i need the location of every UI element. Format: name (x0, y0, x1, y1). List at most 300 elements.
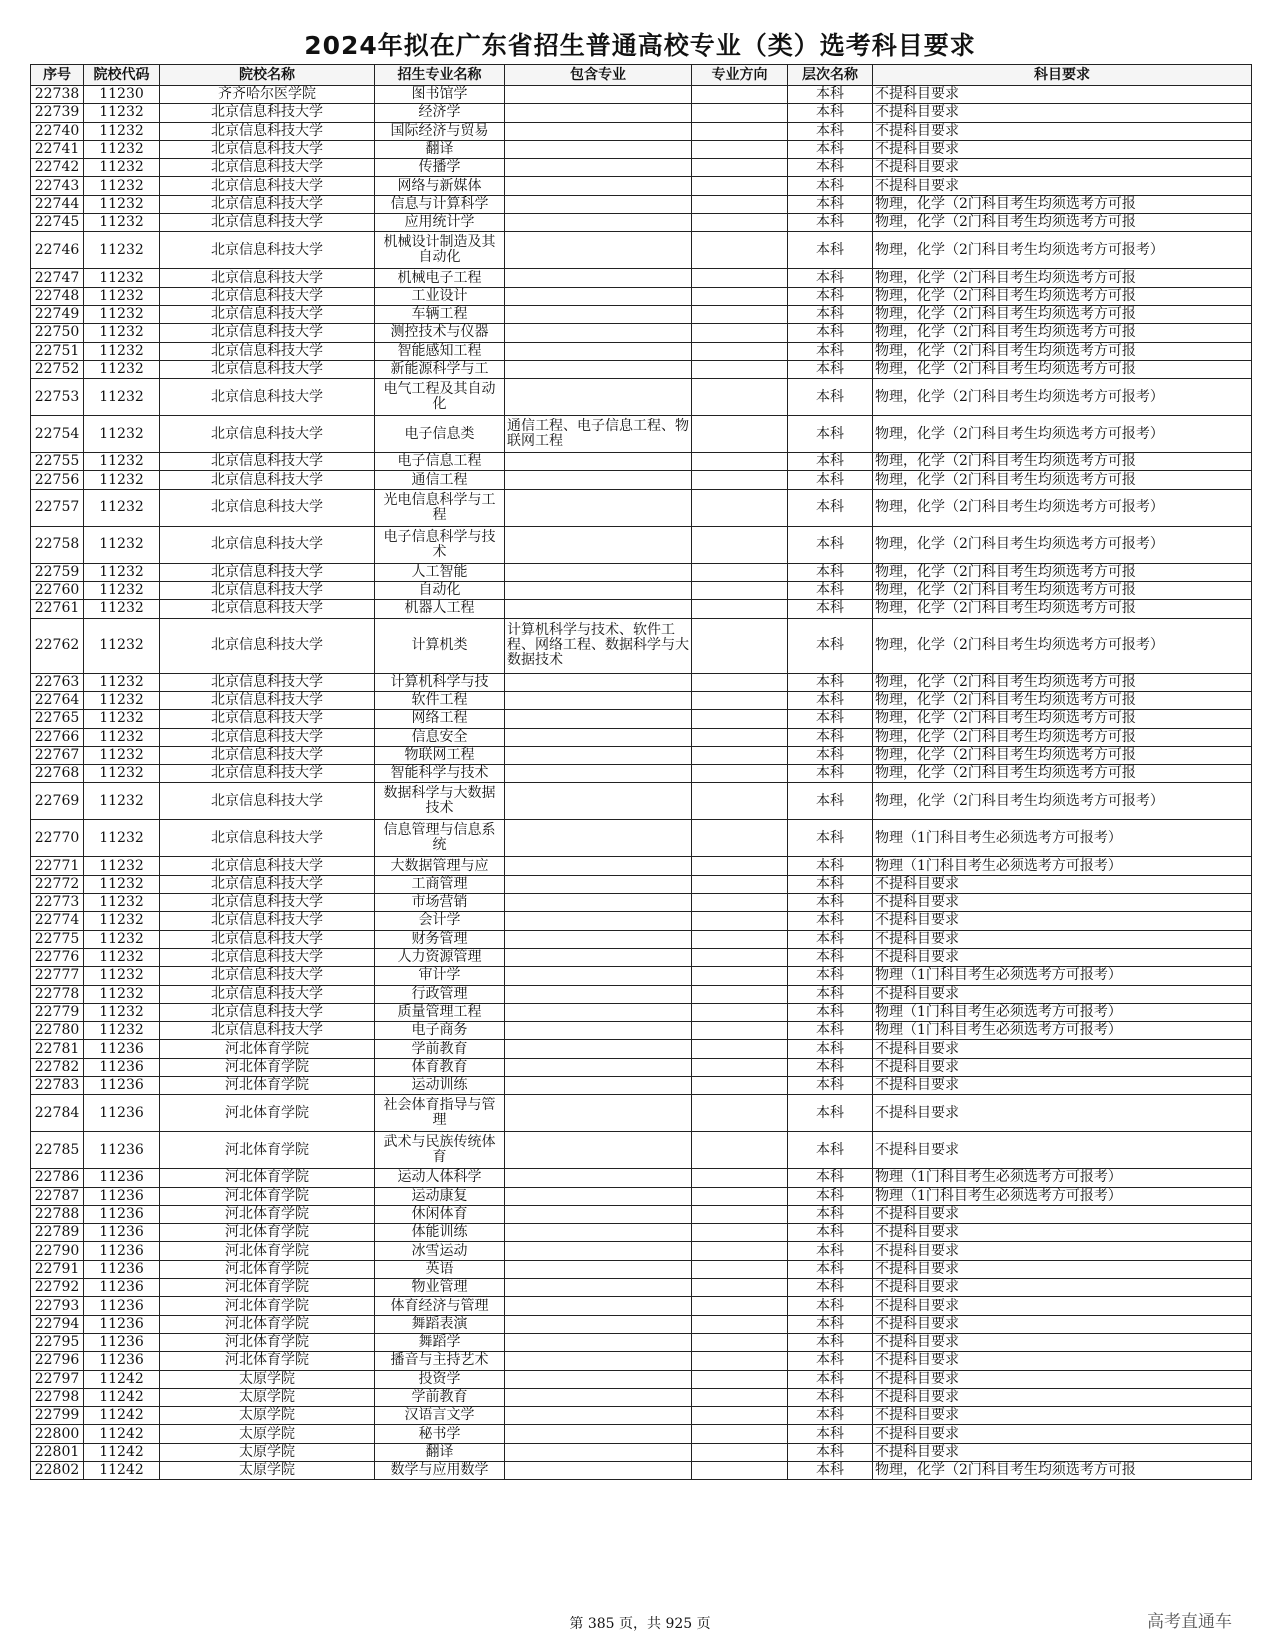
cell-subject-requirements: 物理，化学（2门科目考生均须选考方可报 (873, 673, 1252, 691)
cell-school-code: 11232 (84, 526, 160, 563)
cell-subject-requirements: 不提科目要求 (873, 104, 1252, 122)
cell-level: 本科 (788, 783, 873, 820)
table-row (31, 1352, 1252, 1370)
table-row (31, 1242, 1252, 1260)
cell-seq: 22796 (31, 1352, 84, 1370)
cell-school-code: 11232 (84, 1022, 160, 1040)
cell-seq: 22745 (31, 214, 84, 232)
cell-school-code: 11232 (84, 985, 160, 1003)
cell-level: 本科 (788, 967, 873, 985)
cell-school-name: 太原学院 (160, 1407, 375, 1425)
cell-major-name: 图书馆学 (375, 86, 505, 104)
cell-school-code: 11232 (84, 232, 160, 269)
cell-level: 本科 (788, 728, 873, 746)
cell-included-majors (505, 140, 692, 158)
cell-level: 本科 (788, 1169, 873, 1187)
cell-included-majors (505, 232, 692, 269)
cell-level: 本科 (788, 563, 873, 581)
cell-seq: 22799 (31, 1407, 84, 1425)
cell-included-majors (505, 1095, 692, 1132)
cell-major-direction (692, 324, 788, 342)
cell-seq: 22775 (31, 930, 84, 948)
cell-school-name: 太原学院 (160, 1443, 375, 1461)
cell-major-direction (692, 1187, 788, 1205)
cell-school-code: 11232 (84, 471, 160, 489)
page-number: 第 385 页，共 925 页 (569, 1616, 711, 1632)
cell-major-direction (692, 1169, 788, 1187)
table-row (31, 324, 1252, 342)
cell-major-direction (692, 1058, 788, 1076)
cell-included-majors (505, 122, 692, 140)
table-row (31, 582, 1252, 600)
cell-subject-requirements: 不提科目要求 (873, 1388, 1252, 1406)
cell-school-name: 北京信息科技大学 (160, 342, 375, 360)
cell-school-code: 11232 (84, 122, 160, 140)
cell-major-name: 休闲体育 (375, 1205, 505, 1223)
cell-seq: 22789 (31, 1224, 84, 1242)
cell-subject-requirements: 不提科目要求 (873, 1315, 1252, 1333)
cell-school-name: 北京信息科技大学 (160, 269, 375, 287)
cell-major-name: 计算机类 (375, 618, 505, 673)
cell-major-name: 网络工程 (375, 710, 505, 728)
cell-major-direction (692, 1076, 788, 1094)
cell-major-name: 智能感知工程 (375, 342, 505, 360)
cell-subject-requirements: 不提科目要求 (873, 1040, 1252, 1058)
cell-school-code: 11232 (84, 710, 160, 728)
cell-school-name: 河北体育学院 (160, 1169, 375, 1187)
cell-major-direction (692, 471, 788, 489)
cell-major-direction (692, 985, 788, 1003)
cell-seq: 22801 (31, 1443, 84, 1461)
cell-major-name: 翻译 (375, 1443, 505, 1461)
cell-level: 本科 (788, 1205, 873, 1223)
cell-level: 本科 (788, 177, 873, 195)
cell-subject-requirements: 不提科目要求 (873, 912, 1252, 930)
cell-school-name: 太原学院 (160, 1370, 375, 1388)
cell-school-name: 北京信息科技大学 (160, 1022, 375, 1040)
cell-school-code: 11242 (84, 1443, 160, 1461)
table-row (31, 159, 1252, 177)
cell-subject-requirements: 物理，化学（2门科目考生均须选考方可报 (873, 214, 1252, 232)
cell-school-name: 北京信息科技大学 (160, 985, 375, 1003)
cell-seq: 22792 (31, 1279, 84, 1297)
cell-subject-requirements: 不提科目要求 (873, 86, 1252, 104)
cell-major-name: 会计学 (375, 912, 505, 930)
cell-level: 本科 (788, 1297, 873, 1315)
cell-included-majors (505, 1205, 692, 1223)
cell-major-direction (692, 1352, 788, 1370)
cell-seq: 22750 (31, 324, 84, 342)
cell-major-name: 体能训练 (375, 1224, 505, 1242)
cell-level: 本科 (788, 86, 873, 104)
cell-school-code: 11236 (84, 1242, 160, 1260)
cell-subject-requirements: 物理，化学（2门科目考生均须选考方可报 (873, 342, 1252, 360)
cell-seq: 22797 (31, 1370, 84, 1388)
cell-major-direction (692, 582, 788, 600)
cell-major-name: 工商管理 (375, 875, 505, 893)
cell-major-direction (692, 140, 788, 158)
cell-school-code: 11236 (84, 1058, 160, 1076)
cell-school-code: 11242 (84, 1388, 160, 1406)
cell-school-name: 北京信息科技大学 (160, 324, 375, 342)
cell-level: 本科 (788, 287, 873, 305)
cell-school-code: 11232 (84, 894, 160, 912)
cell-major-name: 冰雪运动 (375, 1242, 505, 1260)
cell-seq: 22760 (31, 582, 84, 600)
cell-major-name: 机械设计制造及其自动化 (375, 232, 505, 269)
cell-major-direction (692, 287, 788, 305)
table-row (31, 214, 1252, 232)
cell-major-name: 舞蹈学 (375, 1333, 505, 1351)
table-row (31, 305, 1252, 323)
cell-major-name: 网络与新媒体 (375, 177, 505, 195)
cell-included-majors (505, 287, 692, 305)
cell-school-name: 河北体育学院 (160, 1076, 375, 1094)
cell-subject-requirements: 物理（1门科目考生必须选考方可报考） (873, 1187, 1252, 1205)
cell-seq: 22763 (31, 673, 84, 691)
cell-major-direction (692, 1095, 788, 1132)
cell-level: 本科 (788, 1187, 873, 1205)
cell-included-majors (505, 875, 692, 893)
cell-subject-requirements: 物理（1门科目考生必须选考方可报考） (873, 1003, 1252, 1021)
table-row (31, 1370, 1252, 1388)
cell-major-name: 信息管理与信息系统 (375, 820, 505, 857)
cell-school-code: 11236 (84, 1169, 160, 1187)
table-row (31, 1132, 1252, 1169)
cell-seq: 22781 (31, 1040, 84, 1058)
cell-seq: 22753 (31, 379, 84, 416)
cell-major-name: 投资学 (375, 1370, 505, 1388)
cell-seq: 22768 (31, 765, 84, 783)
cell-seq: 22741 (31, 140, 84, 158)
table-row (31, 912, 1252, 930)
cell-school-code: 11236 (84, 1224, 160, 1242)
cell-major-direction (692, 1315, 788, 1333)
cell-school-name: 北京信息科技大学 (160, 673, 375, 691)
table-row (31, 140, 1252, 158)
table-row (31, 1058, 1252, 1076)
cell-major-direction (692, 728, 788, 746)
cell-subject-requirements: 物理，化学（2门科目考生均须选考方可报考） (873, 232, 1252, 269)
cell-subject-requirements: 不提科目要求 (873, 122, 1252, 140)
cell-level: 本科 (788, 1333, 873, 1351)
cell-school-code: 11236 (84, 1315, 160, 1333)
cell-seq: 22758 (31, 526, 84, 563)
cell-subject-requirements: 不提科目要求 (873, 1443, 1252, 1461)
cell-subject-requirements: 不提科目要求 (873, 894, 1252, 912)
cell-school-name: 北京信息科技大学 (160, 820, 375, 857)
cell-level: 本科 (788, 1443, 873, 1461)
cell-subject-requirements: 物理，化学（2门科目考生均须选考方可报 (873, 324, 1252, 342)
cell-subject-requirements: 物理，化学（2门科目考生均须选考方可报考） (873, 618, 1252, 673)
cell-seq: 22749 (31, 305, 84, 323)
cell-school-name: 北京信息科技大学 (160, 159, 375, 177)
cell-level: 本科 (788, 232, 873, 269)
table-row (31, 104, 1252, 122)
cell-major-direction (692, 1407, 788, 1425)
table-row (31, 86, 1252, 104)
cell-level: 本科 (788, 416, 873, 453)
cell-seq: 22782 (31, 1058, 84, 1076)
cell-school-code: 11232 (84, 177, 160, 195)
table-row (31, 471, 1252, 489)
cell-major-direction (692, 1205, 788, 1223)
cell-school-name: 太原学院 (160, 1462, 375, 1480)
header-major-direction: 专业方向 (692, 65, 788, 86)
cell-included-majors (505, 765, 692, 783)
cell-school-code: 11232 (84, 342, 160, 360)
cell-level: 本科 (788, 600, 873, 618)
cell-school-code: 11236 (84, 1132, 160, 1169)
cell-seq: 22757 (31, 489, 84, 526)
cell-major-name: 质量管理工程 (375, 1003, 505, 1021)
cell-school-code: 11232 (84, 360, 160, 378)
cell-subject-requirements: 不提科目要求 (873, 948, 1252, 966)
cell-major-name: 数学与应用数学 (375, 1462, 505, 1480)
cell-included-majors (505, 1388, 692, 1406)
cell-major-direction (692, 86, 788, 104)
cell-school-name: 河北体育学院 (160, 1352, 375, 1370)
table-row (31, 600, 1252, 618)
cell-level: 本科 (788, 324, 873, 342)
table-row (31, 269, 1252, 287)
cell-major-name: 物联网工程 (375, 746, 505, 764)
cell-subject-requirements: 不提科目要求 (873, 930, 1252, 948)
table-header-row (31, 65, 1252, 86)
cell-subject-requirements: 物理，化学（2门科目考生均须选考方可报 (873, 287, 1252, 305)
cell-major-name: 工业设计 (375, 287, 505, 305)
cell-major-name: 电子信息工程 (375, 453, 505, 471)
cell-seq: 22772 (31, 875, 84, 893)
cell-included-majors (505, 985, 692, 1003)
cell-major-direction (692, 857, 788, 875)
cell-included-majors (505, 1242, 692, 1260)
cell-included-majors (505, 305, 692, 323)
cell-subject-requirements: 物理（1门科目考生必须选考方可报考） (873, 1022, 1252, 1040)
cell-major-name: 武术与民族传统体育 (375, 1132, 505, 1169)
cell-major-name: 翻译 (375, 140, 505, 158)
cell-subject-requirements: 物理，化学（2门科目考生均须选考方可报考） (873, 489, 1252, 526)
table-row (31, 1260, 1252, 1278)
cell-major-direction (692, 1279, 788, 1297)
cell-level: 本科 (788, 453, 873, 471)
cell-school-code: 11236 (84, 1040, 160, 1058)
cell-school-name: 河北体育学院 (160, 1132, 375, 1169)
cell-school-name: 齐齐哈尔医学院 (160, 86, 375, 104)
cell-subject-requirements: 物理，化学（2门科目考生均须选考方可报考） (873, 526, 1252, 563)
cell-major-name: 物业管理 (375, 1279, 505, 1297)
table-row (31, 489, 1252, 526)
cell-school-name: 北京信息科技大学 (160, 177, 375, 195)
cell-included-majors (505, 177, 692, 195)
cell-school-code: 11236 (84, 1333, 160, 1351)
cell-school-code: 11232 (84, 324, 160, 342)
cell-level: 本科 (788, 912, 873, 930)
table-row (31, 618, 1252, 673)
cell-major-direction (692, 1040, 788, 1058)
cell-subject-requirements: 不提科目要求 (873, 140, 1252, 158)
cell-level: 本科 (788, 159, 873, 177)
table-row (31, 967, 1252, 985)
table-row (31, 526, 1252, 563)
cell-subject-requirements: 物理，化学（2门科目考生均须选考方可报 (873, 305, 1252, 323)
cell-subject-requirements: 不提科目要求 (873, 1279, 1252, 1297)
table-row (31, 985, 1252, 1003)
cell-major-name: 运动康复 (375, 1187, 505, 1205)
cell-major-name: 人力资源管理 (375, 948, 505, 966)
cell-school-code: 11232 (84, 1003, 160, 1021)
table-row (31, 820, 1252, 857)
cell-school-name: 河北体育学院 (160, 1040, 375, 1058)
cell-major-direction (692, 967, 788, 985)
cell-school-code: 11232 (84, 746, 160, 764)
cell-school-code: 11232 (84, 195, 160, 213)
table-row (31, 875, 1252, 893)
cell-seq: 22739 (31, 104, 84, 122)
cell-school-code: 11236 (84, 1260, 160, 1278)
cell-school-name: 北京信息科技大学 (160, 857, 375, 875)
cell-school-name: 太原学院 (160, 1388, 375, 1406)
cell-included-majors (505, 360, 692, 378)
cell-subject-requirements: 物理（1门科目考生必须选考方可报考） (873, 820, 1252, 857)
table-row (31, 765, 1252, 783)
cell-school-name: 北京信息科技大学 (160, 783, 375, 820)
cell-seq: 22798 (31, 1388, 84, 1406)
cell-major-direction (692, 783, 788, 820)
cell-level: 本科 (788, 489, 873, 526)
cell-seq: 22794 (31, 1315, 84, 1333)
cell-subject-requirements: 不提科目要求 (873, 1224, 1252, 1242)
cell-seq: 22761 (31, 600, 84, 618)
cell-level: 本科 (788, 1279, 873, 1297)
cell-major-direction (692, 269, 788, 287)
cell-school-name: 河北体育学院 (160, 1279, 375, 1297)
cell-subject-requirements: 物理，化学（2门科目考生均须选考方可报 (873, 582, 1252, 600)
cell-subject-requirements: 不提科目要求 (873, 875, 1252, 893)
cell-major-direction (692, 159, 788, 177)
cell-level: 本科 (788, 360, 873, 378)
cell-school-name: 北京信息科技大学 (160, 489, 375, 526)
cell-subject-requirements: 物理，化学（2门科目考生均须选考方可报 (873, 746, 1252, 764)
cell-level: 本科 (788, 342, 873, 360)
cell-level: 本科 (788, 820, 873, 857)
cell-school-name: 北京信息科技大学 (160, 379, 375, 416)
cell-level: 本科 (788, 104, 873, 122)
cell-level: 本科 (788, 1132, 873, 1169)
cell-seq: 22787 (31, 1187, 84, 1205)
cell-major-direction (692, 489, 788, 526)
cell-level: 本科 (788, 526, 873, 563)
cell-seq: 22759 (31, 563, 84, 581)
cell-major-direction (692, 1132, 788, 1169)
cell-included-majors (505, 1352, 692, 1370)
cell-level: 本科 (788, 1425, 873, 1443)
table-row (31, 287, 1252, 305)
table-row (31, 746, 1252, 764)
cell-major-name: 经济学 (375, 104, 505, 122)
cell-major-direction (692, 894, 788, 912)
cell-subject-requirements: 物理，化学（2门科目考生均须选考方可报 (873, 195, 1252, 213)
cell-included-majors (505, 1315, 692, 1333)
cell-major-name: 审计学 (375, 967, 505, 985)
cell-subject-requirements: 不提科目要求 (873, 1425, 1252, 1443)
cell-major-name: 信息与计算科学 (375, 195, 505, 213)
table-row (31, 1407, 1252, 1425)
cell-school-name: 北京信息科技大学 (160, 948, 375, 966)
cell-major-direction (692, 1462, 788, 1480)
cell-included-majors (505, 1370, 692, 1388)
cell-included-majors: 通信工程、电子信息工程、物联网工程 (505, 416, 692, 453)
cell-seq: 22773 (31, 894, 84, 912)
cell-included-majors (505, 820, 692, 857)
cell-major-name: 车辆工程 (375, 305, 505, 323)
cell-subject-requirements: 物理，化学（2门科目考生均须选考方可报 (873, 765, 1252, 783)
cell-major-name: 信息安全 (375, 728, 505, 746)
cell-school-code: 11232 (84, 600, 160, 618)
cell-seq: 22774 (31, 912, 84, 930)
cell-subject-requirements: 不提科目要求 (873, 177, 1252, 195)
cell-school-name: 北京信息科技大学 (160, 140, 375, 158)
table-row (31, 122, 1252, 140)
table-row (31, 710, 1252, 728)
cell-seq: 22771 (31, 857, 84, 875)
cell-seq: 22754 (31, 416, 84, 453)
cell-subject-requirements: 不提科目要求 (873, 1352, 1252, 1370)
cell-seq: 22788 (31, 1205, 84, 1223)
cell-major-name: 汉语言文学 (375, 1407, 505, 1425)
cell-school-code: 11232 (84, 820, 160, 857)
cell-major-direction (692, 746, 788, 764)
cell-school-code: 11232 (84, 618, 160, 673)
cell-school-name: 北京信息科技大学 (160, 746, 375, 764)
brand-watermark: 高考直通车 (1147, 1612, 1232, 1632)
cell-school-code: 11236 (84, 1352, 160, 1370)
cell-major-name: 应用统计学 (375, 214, 505, 232)
cell-seq: 22764 (31, 691, 84, 709)
cell-included-majors (505, 489, 692, 526)
cell-included-majors (505, 1076, 692, 1094)
cell-major-direction (692, 673, 788, 691)
cell-major-direction (692, 1297, 788, 1315)
cell-school-name: 北京信息科技大学 (160, 691, 375, 709)
cell-level: 本科 (788, 305, 873, 323)
table-row (31, 1388, 1252, 1406)
cell-school-name: 北京信息科技大学 (160, 287, 375, 305)
cell-included-majors (505, 746, 692, 764)
cell-school-name: 北京信息科技大学 (160, 618, 375, 673)
cell-included-majors (505, 1425, 692, 1443)
cell-major-direction (692, 1370, 788, 1388)
cell-major-direction (692, 379, 788, 416)
cell-major-name: 大数据管理与应 (375, 857, 505, 875)
cell-seq: 22767 (31, 746, 84, 764)
cell-major-direction (692, 618, 788, 673)
cell-level: 本科 (788, 122, 873, 140)
cell-included-majors (505, 1003, 692, 1021)
cell-school-name: 北京信息科技大学 (160, 563, 375, 581)
cell-subject-requirements: 物理，化学（2门科目考生均须选考方可报考） (873, 783, 1252, 820)
cell-level: 本科 (788, 710, 873, 728)
cell-major-name: 软件工程 (375, 691, 505, 709)
cell-level: 本科 (788, 1003, 873, 1021)
cell-level: 本科 (788, 214, 873, 232)
cell-seq: 22793 (31, 1297, 84, 1315)
cell-school-code: 11232 (84, 967, 160, 985)
cell-school-code: 11232 (84, 140, 160, 158)
cell-school-code: 11232 (84, 416, 160, 453)
cell-included-majors (505, 967, 692, 985)
cell-level: 本科 (788, 1407, 873, 1425)
